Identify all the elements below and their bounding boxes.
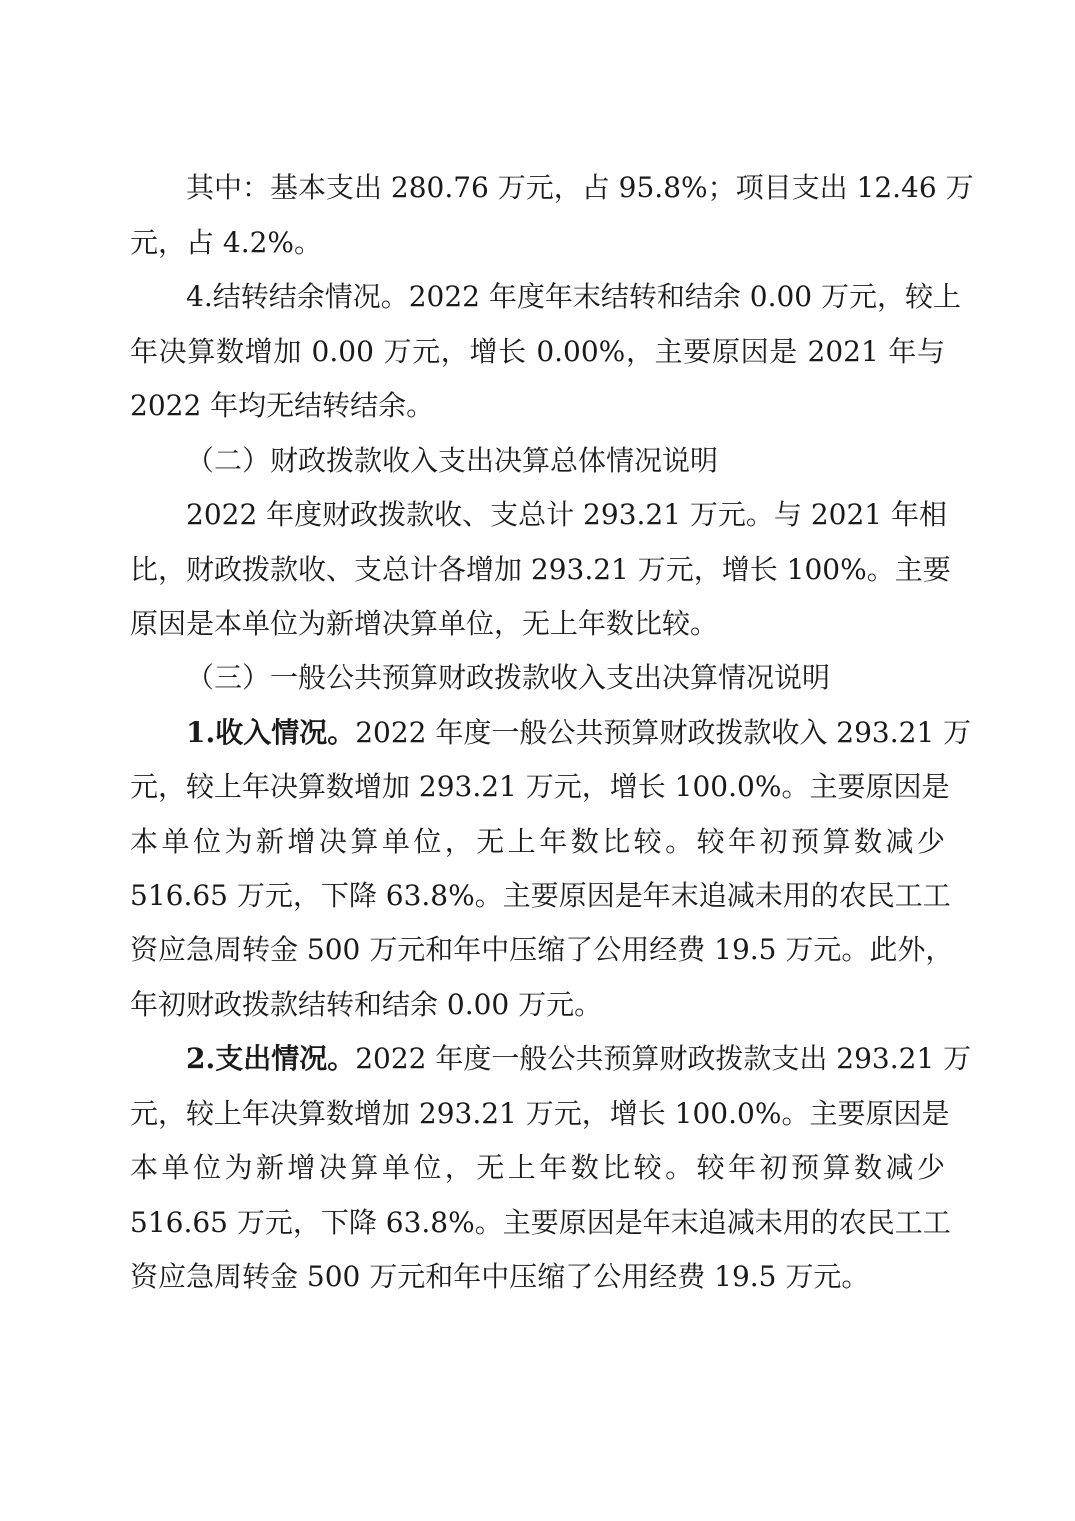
body-line: 资应急周转金 500 万元和年中压缩了公用经费 19.5 万元。 xyxy=(130,1260,870,1293)
body-line: 资应急周转金 500 万元和年中压缩了公用经费 19.5 万元。此外， xyxy=(130,933,954,966)
body-line xyxy=(186,708,972,758)
body-line: 比，财政拨款收、支总计各增加 293.21 万元，增长 100%。主要 xyxy=(130,553,951,586)
body-line: 516.65 万元，下降 63.8%。主要原因是年末追减未用的农民工工 xyxy=(130,1206,951,1239)
body-line: 本单位为新增决算单位，无上年数比较。较年初预算数减少 xyxy=(130,825,945,858)
body-line: 原因是本单位为新增决算单位，无上年数比较。 xyxy=(130,607,719,640)
body-line: 元，较上年决算数增加 293.21 万元，增长 100.0%。主要原因是 xyxy=(130,770,950,803)
body-line: 4.结转结余情况。2022 年度年末结转和结余 0.00 万元，较上 xyxy=(186,280,962,313)
body-line: 2022 年度财政拨款收、支总计 293.21 万元。与 2021 年相 xyxy=(186,498,947,531)
body-text: 2022 年度一般公共预算财政拨款支出 293.21 万 xyxy=(355,1042,972,1075)
body-line: 元，较上年决算数增加 293.21 万元，增长 100.0%。主要原因是 xyxy=(130,1097,950,1130)
subsection-label-expense: 2.支出情况。 xyxy=(186,1042,356,1075)
body-line xyxy=(186,1034,972,1084)
body-line: 2022 年均无结转结余。 xyxy=(130,389,435,422)
body-line: 年决算数增加 0.00 万元，增长 0.00%，主要原因是 2021 年与 xyxy=(130,335,945,368)
body-line: 年初财政拨款结转和结余 0.00 万元。 xyxy=(130,988,603,1021)
section-heading-3: （三）一般公共预算财政拨款收入支出决算情况说明 xyxy=(186,661,831,694)
body-text: 2022 年度一般公共预算财政拨款收入 293.21 万 xyxy=(355,716,972,749)
subsection-label-income: 1.收入情况。 xyxy=(186,716,356,749)
body-line: 其中：基本支出 280.76 万元，占 95.8%；项目支出 12.46 万 xyxy=(186,171,974,204)
body-line: 本单位为新增决算单位，无上年数比较。较年初预算数减少 xyxy=(130,1151,945,1184)
body-line: 516.65 万元，下降 63.8%。主要原因是年末追减未用的农民工工 xyxy=(130,879,951,912)
section-heading-2: （二）财政拨款收入支出决算总体情况说明 xyxy=(186,444,719,477)
body-line: 元，占 4.2%。 xyxy=(130,226,323,259)
